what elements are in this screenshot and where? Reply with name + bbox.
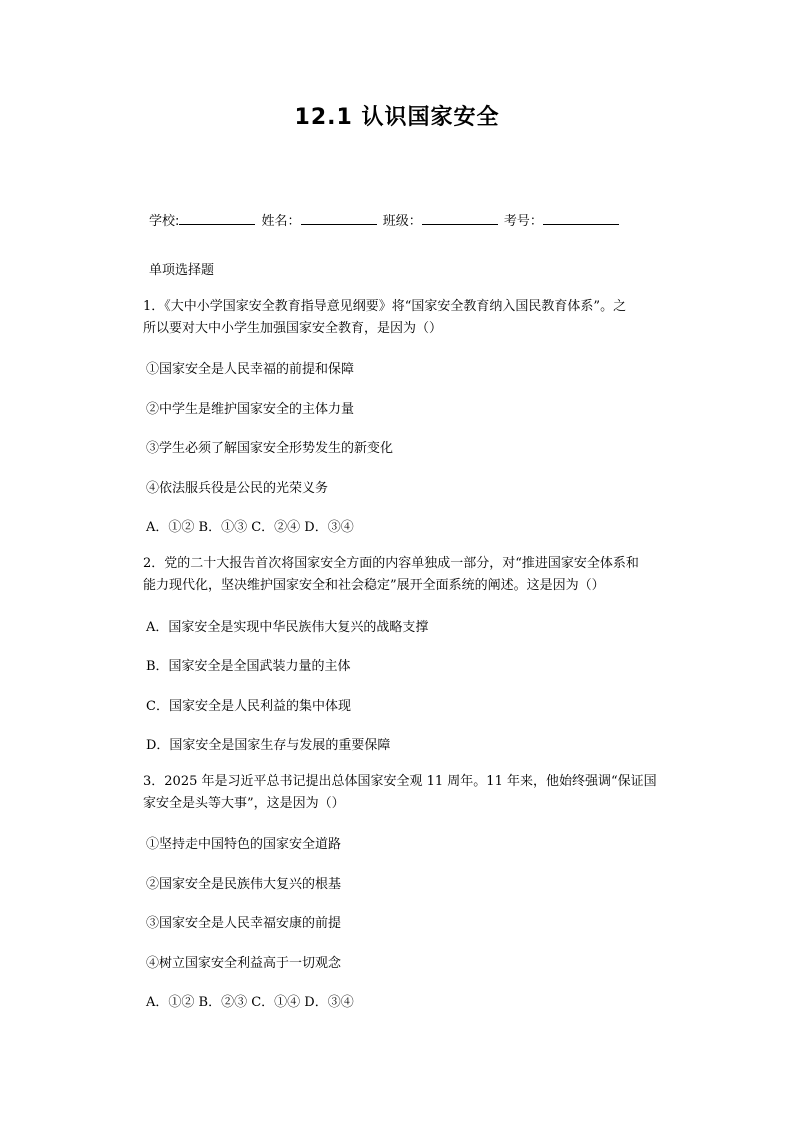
class-label: 班级：	[382, 214, 422, 229]
page-title: 12.1 认识国家安全	[294, 105, 500, 130]
question-1-item: ④依法服兵役是公民的光荣义务	[146, 481, 329, 496]
question-1-stem-line-2: 所以要对大中小学生加强国家安全教育，是因为（）	[143, 321, 443, 336]
question-1-item: ③学生必须了解国家安全形势发生的新变化	[146, 441, 394, 456]
question-1-item: ②中学生是维护国家安全的主体力量	[146, 402, 355, 417]
question-2-option-a: A．国家安全是实现中华民族伟大复兴的战略支撑	[146, 620, 429, 635]
question-1-item: ①国家安全是人民幸福的前提和保障	[146, 362, 355, 377]
question-1-stem	[143, 296, 683, 340]
question-2-option-d: D．国家安全是国家生存与发展的重要保障	[146, 738, 391, 753]
class-blank[interactable]	[422, 212, 498, 225]
question-3-item: ③国家安全是人民幸福安康的前提	[146, 916, 342, 931]
question-3-stem-line-2: 家安全是头等大事”，这是因为（）	[143, 796, 345, 811]
exam-no-blank[interactable]	[543, 212, 619, 225]
question-3-item: ④树立国家安全利益高于一切观念	[146, 956, 342, 971]
name-blank[interactable]	[301, 212, 377, 225]
question-3-stem-line-1: 3．2025 年是习近平总书记提出总体国家安全观 11 周年。11 年来，他始终强调“保证国	[143, 774, 657, 789]
question-3-options: A．①② B．②③ C．①④ D．③④	[146, 995, 354, 1010]
question-2-option-c: C．国家安全是人民利益的集中体现	[146, 699, 351, 714]
question-1-options: A．①② B．①③ C．②④ D．③④	[146, 520, 354, 535]
question-2-stem	[143, 553, 683, 597]
question-3-item: ①坚持走中国特色的国家安全道路	[146, 837, 342, 852]
student-info-row	[149, 210, 621, 229]
exam-no-label: 考号：	[503, 214, 543, 229]
school-label: 学校:	[149, 214, 180, 229]
question-2-option-b: B．国家安全是全国武装力量的主体	[146, 659, 351, 674]
question-3-item: ②国家安全是民族伟大复兴的根基	[146, 877, 342, 892]
question-2-stem-line-1: 2．党的二十大报告首次将国家安全方面的内容单独成一部分，对“推进国家安全体系和	[143, 556, 639, 571]
question-3-stem	[143, 771, 683, 815]
question-1-stem-line-1: 1．《大中小学国家安全教育指导意见纲要》将“国家安全教育纳入国民教育体系”。之	[143, 299, 627, 314]
name-label: 姓名：	[261, 214, 301, 229]
question-2-stem-line-2: 能力现代化，坚决维护国家安全和社会稳定”展开全面系统的阐述。这是因为（）	[143, 578, 605, 593]
section-title: 单项选择题	[149, 263, 215, 278]
school-blank[interactable]	[179, 212, 255, 225]
